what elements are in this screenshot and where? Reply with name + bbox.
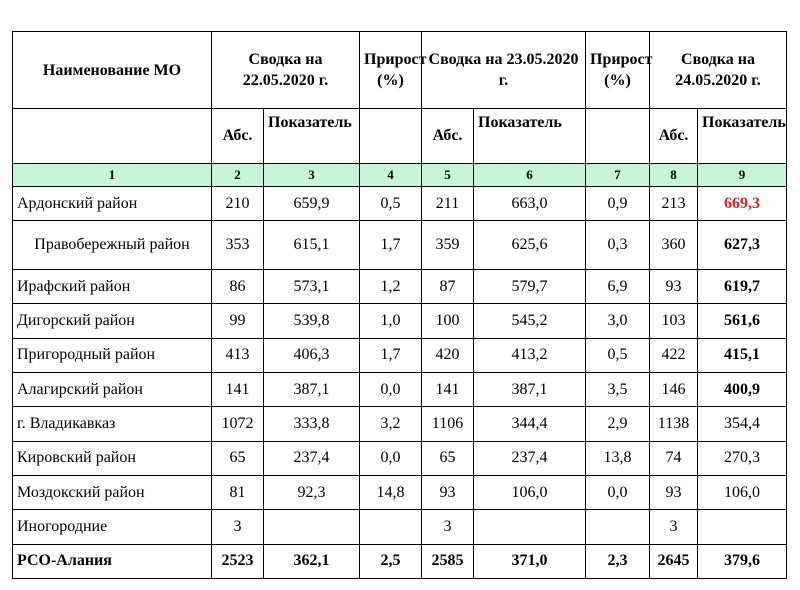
abs-value: 2585: [422, 544, 474, 578]
indicator-value: 625,6: [474, 221, 586, 270]
abs-value: 103: [650, 304, 698, 338]
column-number: 4: [360, 164, 422, 187]
table-row: [13, 270, 787, 304]
table-row: [13, 476, 787, 510]
indicator-value: 400,9: [698, 373, 787, 407]
indicator-value: 237,4: [474, 441, 586, 475]
indicator-value: 237,4: [264, 441, 360, 475]
abs-value: 99: [212, 304, 264, 338]
column-number: 3: [264, 164, 360, 187]
indicator-value: 545,2: [474, 304, 586, 338]
growth-value: 0,3: [586, 221, 650, 270]
abs-value: 1072: [212, 407, 264, 441]
header-summary-3: Сводка на 24.05.2020 г.: [650, 32, 787, 109]
indicator-value: 379,6: [698, 544, 787, 578]
column-number: 7: [586, 164, 650, 187]
growth-value: 1,7: [360, 338, 422, 372]
abs-value: 210: [212, 187, 264, 221]
table-row: [13, 407, 787, 441]
table-row: [13, 221, 787, 270]
header-summary-1: Сводка на 22.05.2020 г.: [212, 32, 360, 109]
indicator-value: 106,0: [474, 476, 586, 510]
abs-value: 213: [650, 187, 698, 221]
growth-value: 0,5: [360, 187, 422, 221]
growth-value: 2,5: [360, 544, 422, 578]
column-number: 1: [13, 164, 212, 187]
indicator-value: 659,9: [264, 187, 360, 221]
header-indicator-1: Показатель: [264, 109, 360, 164]
abs-value: 420: [422, 338, 474, 372]
growth-value: 1,2: [360, 270, 422, 304]
indicator-value: 573,1: [264, 270, 360, 304]
growth-value: 6,9: [586, 270, 650, 304]
abs-value: 87: [422, 270, 474, 304]
indicator-value: 387,1: [474, 373, 586, 407]
indicator-value: 371,0: [474, 544, 586, 578]
indicator-value: 354,4: [698, 407, 787, 441]
indicator-value: 615,1: [264, 221, 360, 270]
indicator-value: 579,7: [474, 270, 586, 304]
abs-value: 422: [650, 338, 698, 372]
abs-value: 93: [422, 476, 474, 510]
indicator-value: [698, 510, 787, 544]
growth-value: 3,5: [586, 373, 650, 407]
growth-value: 0,0: [586, 476, 650, 510]
district-name: Ирафский район: [13, 270, 212, 304]
table-row: [13, 441, 787, 475]
district-name: Моздокский район: [13, 476, 212, 510]
indicator-value: 539,8: [264, 304, 360, 338]
growth-value: 0,0: [360, 373, 422, 407]
growth-value: [360, 510, 422, 544]
indicator-value: 333,8: [264, 407, 360, 441]
growth-value: 0,0: [360, 441, 422, 475]
indicator-value: 106,0: [698, 476, 787, 510]
indicator-value: 619,7: [698, 270, 787, 304]
abs-value: 2523: [212, 544, 264, 578]
indicator-value: 413,2: [474, 338, 586, 372]
abs-value: 3: [422, 510, 474, 544]
district-name: Дигорский район: [13, 304, 212, 338]
table-row: [13, 304, 787, 338]
header-name-mo: Наименование МО: [13, 32, 212, 109]
column-number-row: [13, 164, 787, 187]
district-name: Пригородный район: [13, 338, 212, 372]
growth-value: 0,5: [586, 338, 650, 372]
abs-value: 141: [212, 373, 264, 407]
abs-value: 86: [212, 270, 264, 304]
indicator-value: 561,6: [698, 304, 787, 338]
abs-value: 3: [650, 510, 698, 544]
indicator-value: 92,3: [264, 476, 360, 510]
abs-value: 93: [650, 476, 698, 510]
district-name: Правобережный район: [13, 221, 212, 270]
table-row: [13, 510, 787, 544]
abs-value: 360: [650, 221, 698, 270]
abs-value: 359: [422, 221, 474, 270]
indicator-value: [474, 510, 586, 544]
district-name: Иногородние: [13, 510, 212, 544]
table-row: [13, 187, 787, 221]
district-name: РСО-Алания: [13, 544, 212, 578]
district-name: г. Владикавказ: [13, 407, 212, 441]
growth-value: 3,2: [360, 407, 422, 441]
indicator-value: 270,3: [698, 441, 787, 475]
indicator-value: 387,1: [264, 373, 360, 407]
growth-value: 1,0: [360, 304, 422, 338]
header-row-sub: [13, 109, 787, 164]
abs-value: 413: [212, 338, 264, 372]
header-row-main: [13, 32, 787, 109]
indicator-value: 344,4: [474, 407, 586, 441]
indicator-value: 362,1: [264, 544, 360, 578]
growth-value: 0,9: [586, 187, 650, 221]
header-summary-2: Сводка на 23.05.2020 г.: [422, 32, 586, 109]
abs-value: 1138: [650, 407, 698, 441]
table-row: [13, 373, 787, 407]
column-number: 6: [474, 164, 586, 187]
header-empty-growth-2: [586, 109, 650, 164]
header-abs-1: Абс.: [212, 109, 264, 164]
header-abs-2: Абс.: [422, 109, 474, 164]
indicator-value: [264, 510, 360, 544]
district-name: Алагирский район: [13, 373, 212, 407]
growth-value: 14,8: [360, 476, 422, 510]
header-empty-name: [13, 109, 212, 164]
growth-value: 2,3: [586, 544, 650, 578]
growth-value: 2,9: [586, 407, 650, 441]
abs-value: 353: [212, 221, 264, 270]
abs-value: 65: [422, 441, 474, 475]
column-number: 5: [422, 164, 474, 187]
abs-value: 3: [212, 510, 264, 544]
abs-value: 100: [422, 304, 474, 338]
table-row: [13, 338, 787, 372]
indicator-value-highlight: 669,3: [698, 187, 787, 221]
growth-value: [586, 510, 650, 544]
indicator-value: 627,3: [698, 221, 787, 270]
abs-value: 141: [422, 373, 474, 407]
abs-value: 65: [212, 441, 264, 475]
abs-value: 146: [650, 373, 698, 407]
header-abs-3: Абс.: [650, 109, 698, 164]
indicator-value: 415,1: [698, 338, 787, 372]
header-empty-growth-1: [360, 109, 422, 164]
indicator-value: 663,0: [474, 187, 586, 221]
covid-summary-table: [12, 31, 787, 579]
column-number: 8: [650, 164, 698, 187]
header-growth-2: Прирост (%): [586, 32, 650, 109]
growth-value: 3,0: [586, 304, 650, 338]
column-number: 9: [698, 164, 787, 187]
abs-value: 93: [650, 270, 698, 304]
column-number: 2: [212, 164, 264, 187]
growth-value: 1,7: [360, 221, 422, 270]
header-indicator-2: Показатель: [474, 109, 586, 164]
abs-value: 81: [212, 476, 264, 510]
abs-value: 74: [650, 441, 698, 475]
total-row: [13, 544, 787, 578]
district-name: Ардонский район: [13, 187, 212, 221]
growth-value: 13,8: [586, 441, 650, 475]
header-growth-1: Прирост (%): [360, 32, 422, 109]
abs-value: 2645: [650, 544, 698, 578]
header-indicator-3: Показатель: [698, 109, 787, 164]
district-name: Кировский район: [13, 441, 212, 475]
abs-value: 211: [422, 187, 474, 221]
abs-value: 1106: [422, 407, 474, 441]
indicator-value: 406,3: [264, 338, 360, 372]
